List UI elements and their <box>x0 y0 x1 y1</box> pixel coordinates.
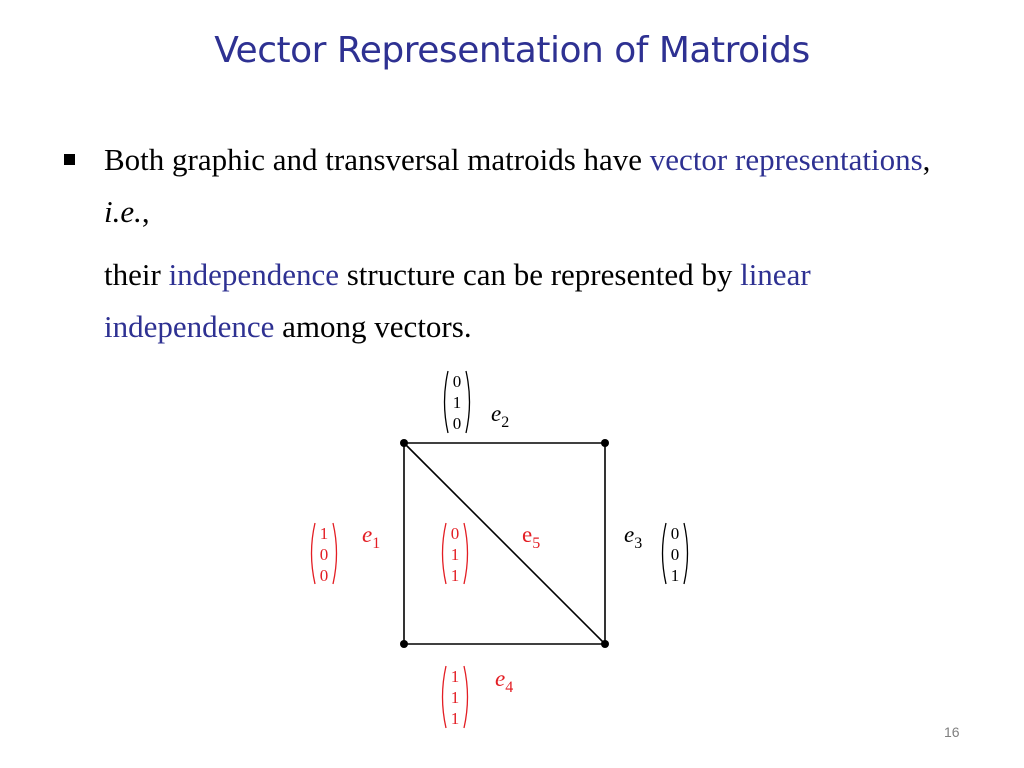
vector-entry: 1 <box>450 688 460 707</box>
label-subscript: 4 <box>505 679 514 696</box>
vector-e1 <box>312 523 337 585</box>
label-subscript: 2 <box>501 414 510 431</box>
vector-entry: 0 <box>450 524 460 543</box>
vector-entry: 1 <box>450 545 460 564</box>
label-subscript: 1 <box>372 535 381 552</box>
text-segment: their <box>104 257 169 292</box>
term-vector-representations: vector representations <box>649 142 923 177</box>
text-segment: , <box>922 142 931 177</box>
vector-entry: 0 <box>319 545 329 564</box>
term-independence: independence <box>168 257 339 292</box>
label-letter: e <box>495 666 506 691</box>
label-letter: e <box>624 522 635 547</box>
vector-entry: 1 <box>319 524 329 543</box>
slide-title: Vector Representation of Matroids <box>214 30 810 71</box>
vector-entry: 0 <box>452 372 462 391</box>
vector-e2 <box>445 371 470 433</box>
edge-e5-line <box>404 443 605 644</box>
text-segment: , <box>141 194 150 229</box>
label-subscript: 5 <box>532 535 541 552</box>
vector-entry: 0 <box>319 566 329 585</box>
label-letter: e <box>522 522 533 547</box>
label-e4 <box>495 666 513 696</box>
text-segment: among vectors. <box>274 309 472 344</box>
vertex <box>400 439 408 447</box>
page-number: 16 <box>944 724 960 740</box>
term-linear-independence: linear independence <box>104 257 811 344</box>
vector-entry: 1 <box>450 709 460 728</box>
vector-entry: 1 <box>452 393 462 412</box>
label-e5 <box>522 522 540 552</box>
vector-entry: 0 <box>452 414 462 433</box>
text-segment: Both graphic and transversal matroids have <box>104 142 650 177</box>
vertex <box>400 640 408 648</box>
vector-e3 <box>663 523 688 585</box>
vertex <box>601 439 609 447</box>
vector-entry: 0 <box>670 545 680 564</box>
label-e3 <box>624 522 642 552</box>
text-segment: structure can be represented by <box>338 257 741 292</box>
label-e1 <box>362 522 380 552</box>
vector-e5 <box>443 523 468 585</box>
vector-entry: 1 <box>450 667 460 686</box>
label-subscript: 3 <box>634 535 643 552</box>
vector-e4 <box>443 666 468 728</box>
text-ie: i.e. <box>104 194 142 229</box>
vertex <box>601 640 609 648</box>
label-e2 <box>491 401 509 431</box>
label-letter: e <box>362 522 373 547</box>
vector-entry: 1 <box>670 566 680 585</box>
vector-entry: 0 <box>670 524 680 543</box>
label-letter: e <box>491 401 502 426</box>
vector-entry: 1 <box>450 566 460 585</box>
